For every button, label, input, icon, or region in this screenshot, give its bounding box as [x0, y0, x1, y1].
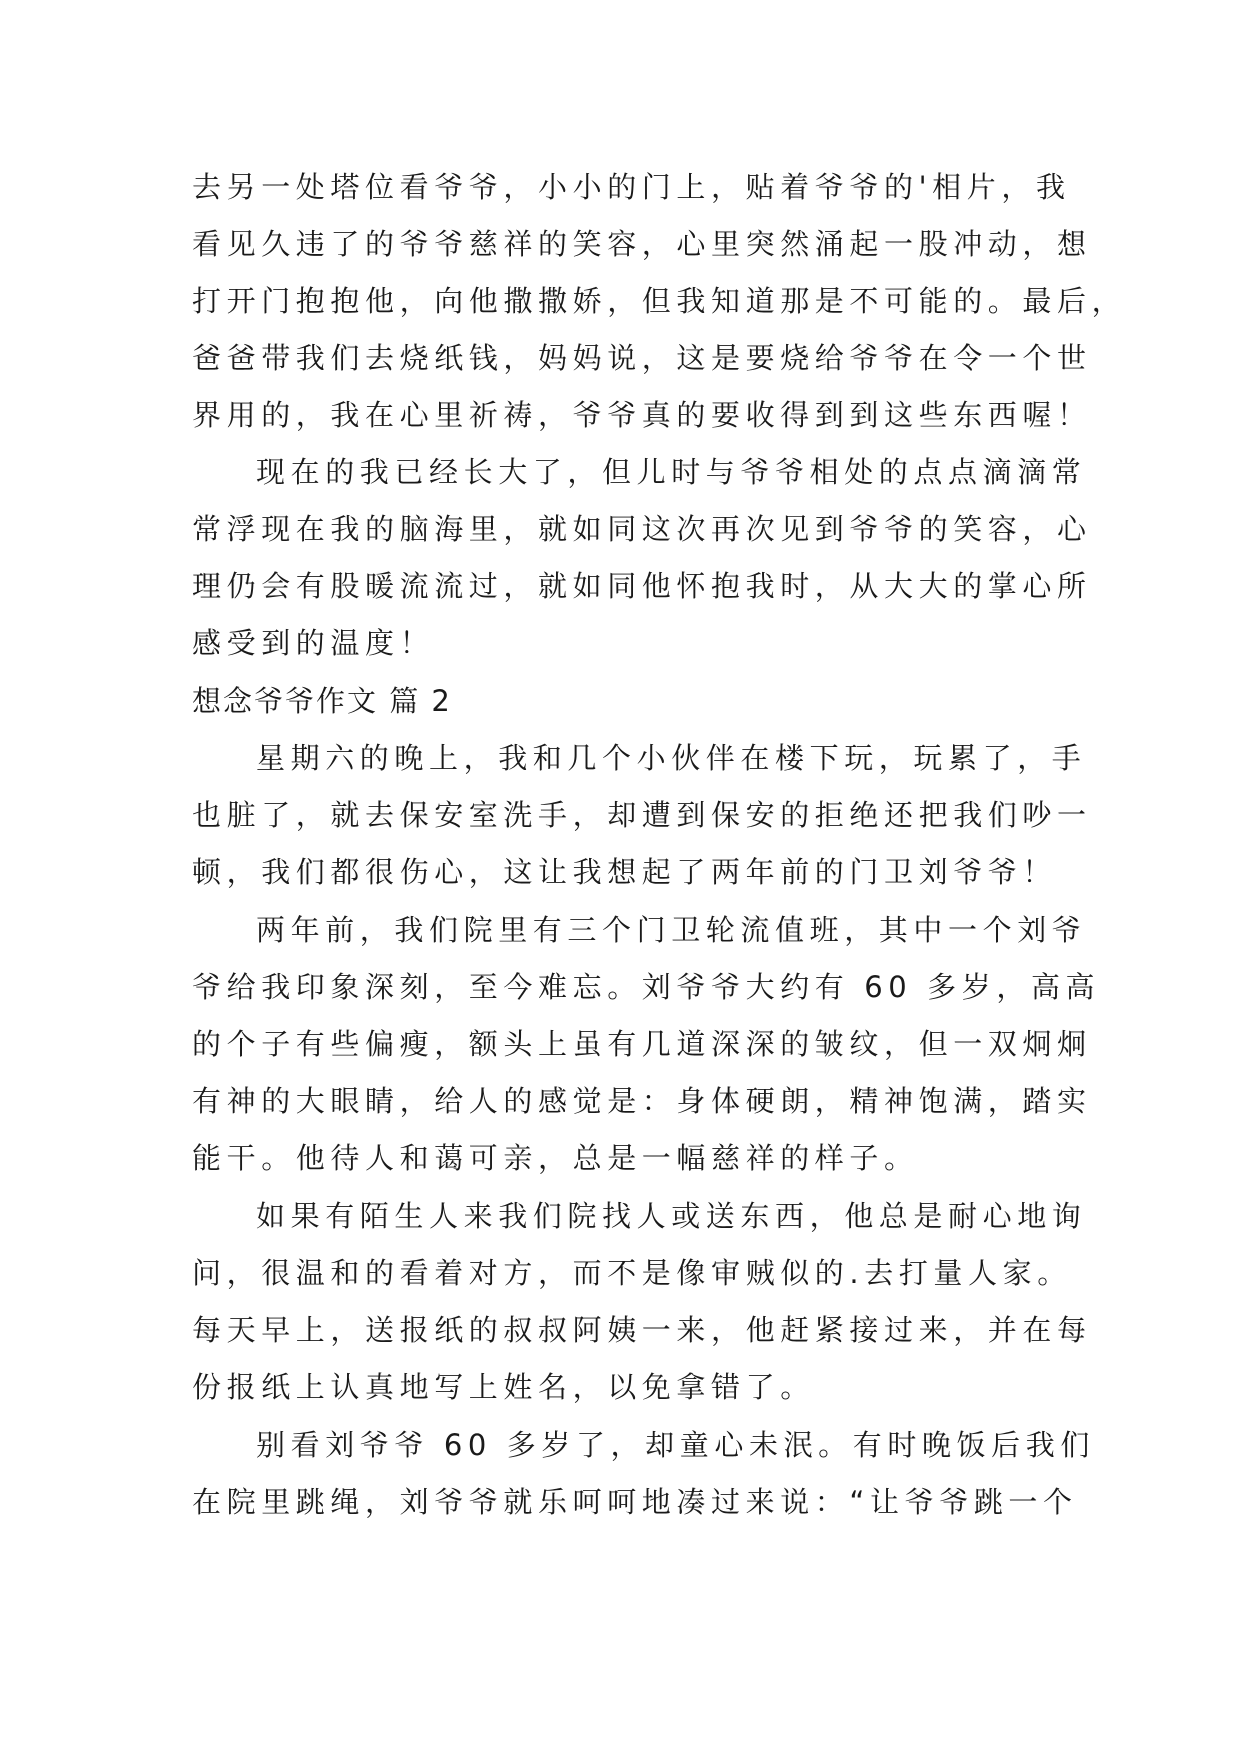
text-line: 有神的大眼睛，给人的感觉是：身体硬朗，精神饱满，踏实: [192, 1084, 1092, 1118]
text-line: 感受到的温度！: [192, 626, 435, 660]
text-line: 界用的，我在心里祈祷，爷爷真的要收得到到这些东西喔！: [192, 398, 1092, 432]
text-line: 也脏了，就去保安室洗手，却遭到保安的拒绝还把我们吵一: [192, 798, 1092, 832]
text-line: 份报纸上认真地写上姓名，以免拿错了。: [192, 1370, 815, 1404]
text-line: 去另一处塔位看爷爷，小小的门上，贴着爷爷的'相片，我: [192, 170, 1071, 204]
text-line: 理仍会有股暖流流过，就如同他怀抱我时，从大大的掌心所: [192, 569, 1092, 603]
text-line: 爷给我印象深刻，至今难忘。刘爷爷大约有 60 多岁，高高: [192, 970, 1101, 1004]
text-line: 常浮现在我的脑海里，就如同这次再次见到爷爷的笑容，心: [192, 512, 1092, 546]
text-line: 每天早上，送报纸的叔叔阿姨一来，他赶紧接过来，并在每: [192, 1313, 1092, 1347]
section-heading: 想念爷爷作文 篇 2: [192, 684, 452, 718]
text-line: 在院里跳绳，刘爷爷就乐呵呵地凑过来说：“让爷爷跳一个: [192, 1485, 1078, 1519]
text-line: 能干。他待人和蔼可亲，总是一幅慈祥的样子。: [192, 1141, 919, 1175]
text-line: 两年前，我们院里有三个门卫轮流值班，其中一个刘爷: [256, 913, 1087, 947]
text-line: 别看刘爷爷 60 多岁了，却童心未泯。有时晚饭后我们: [256, 1428, 1095, 1462]
text-line: 看见久违了的爷爷慈祥的笑容，心里突然涌起一股冲动，想: [192, 227, 1092, 261]
text-line: 星期六的晚上，我和几个小伙伴在楼下玩，玩累了，手: [256, 741, 1087, 775]
text-line: 现在的我已经长大了，但儿时与爷爷相处的点点滴滴常: [256, 455, 1087, 489]
text-line: 顿，我们都很伤心，这让我想起了两年前的门卫刘爷爷！: [192, 855, 1058, 889]
text-line: 如果有陌生人来我们院找人或送东西，他总是耐心地询: [256, 1199, 1087, 1233]
text-line: 爸爸带我们去烧纸钱，妈妈说，这是要烧给爷爷在令一个世: [192, 341, 1092, 375]
text-line: 问，很温和的看着对方，而不是像审贼似的.去打量人家。: [192, 1256, 1072, 1290]
text-line: 打开门抱抱他，向他撒撒娇，但我知道那是不可能的。最后，: [192, 284, 1127, 318]
text-line: 的个子有些偏瘦，额头上虽有几道深深的皱纹，但一双炯炯: [192, 1027, 1092, 1061]
